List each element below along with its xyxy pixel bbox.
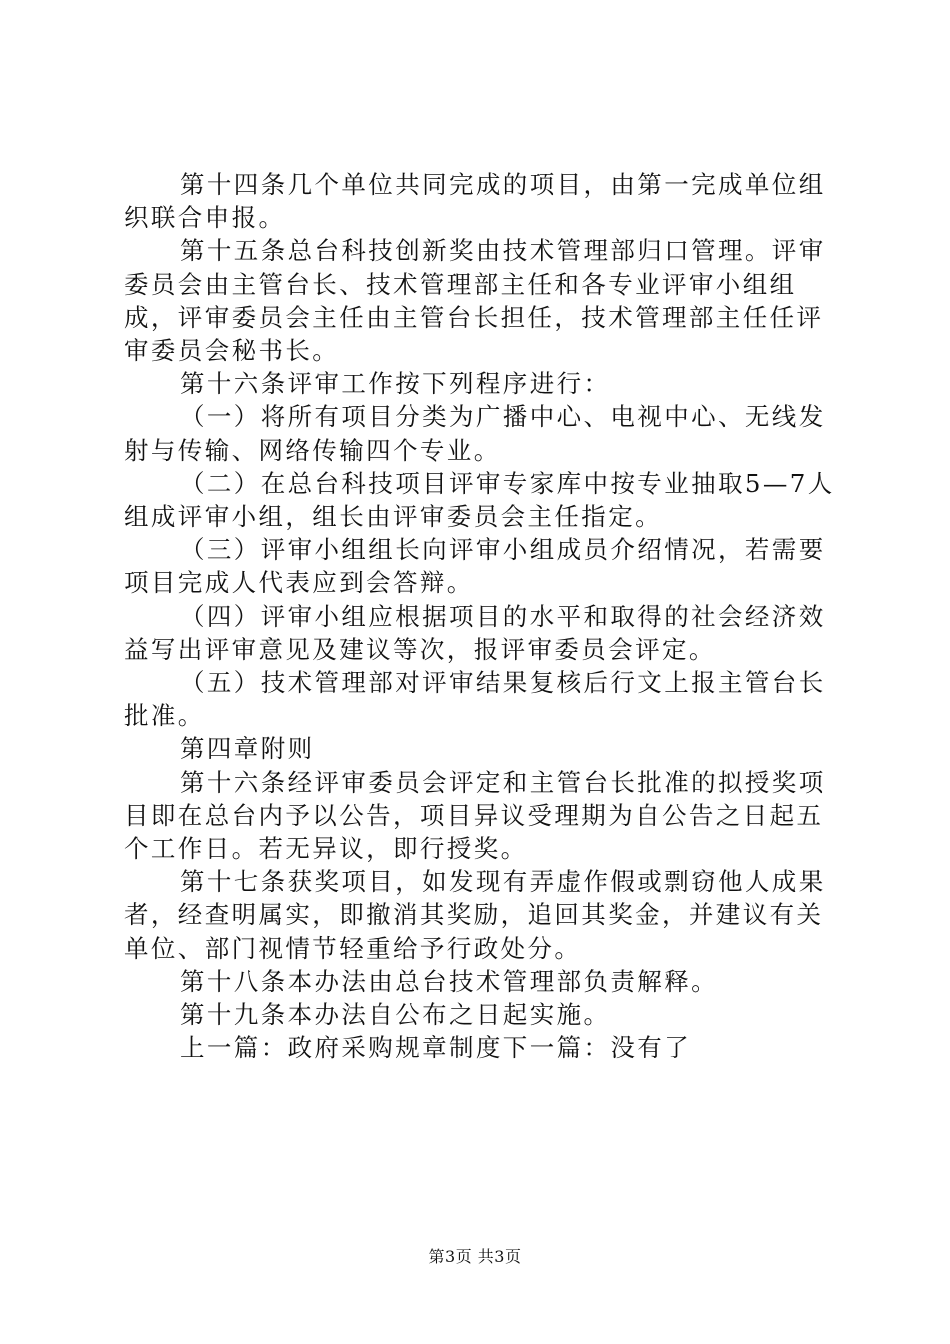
document-body: [124, 168, 836, 1064]
paragraph-article-17: 第十七条获奖项目，如发现有弄虚作假或剽窃他人成果者，经查明属实，即撤消其奖励，追回其奖金，并建议有关单位、部门视情节轻重给予行政处分。: [124, 867, 826, 963]
paragraph-article-16-procedure: 第十六条评审工作按下列程序进行：: [180, 369, 611, 399]
paragraph-article-18: 第十八条本办法由总台技术管理部负责解释。: [180, 966, 718, 996]
paragraph-item-1: （一）将所有项目分类为广播中心、电视中心、无线发射与传输、网络传输四个专业。: [124, 402, 826, 465]
page-number-footer: 第3页 共3页: [428, 1247, 522, 1266]
chapter-heading: 第四章附则: [180, 734, 315, 764]
prev-next-navigation: 上一篇：政府采购规章制度下一篇：没有了: [180, 1033, 692, 1063]
paragraph-item-5: （五）技术管理部对评审结果复核后行文上报主管台长批准。: [124, 668, 826, 731]
paragraph-article-19: 第十九条本办法自公布之日起实施。: [180, 1000, 611, 1030]
paragraph-article-14: 第十四条几个单位共同完成的项目，由第一完成单位组织联合申报。: [124, 170, 826, 233]
paragraph-article-16-announcement: 第十六条经评审委员会评定和主管台长批准的拟授奖项目即在总台内予以公告，项目异议受理期为自公告之日起五个工作日。若无异议，即行授奖。: [124, 767, 826, 864]
paragraph-item-4: （四）评审小组应根据项目的水平和取得的社会经济效益写出评审意见及建议等次，报评审委员会评定。: [124, 601, 826, 664]
paragraph-article-15: 第十五条总台科技创新奖由技术管理部归口管理。评审委员会由主管台长、技术管理部主任和各专业评审小组组成，评审委员会主任由主管台长担任，技术管理部主任任评审委员会秘书长。: [124, 236, 826, 366]
paragraph-item-3: （三）评审小组组长向评审小组成员介绍情况，若需要项目完成人代表应到会答辩。: [124, 535, 826, 598]
paragraph-item-2: （二）在总台科技项目评审专家库中按专业抽取5—7人组成评审小组，组长由评审委员会主任指定。: [124, 468, 835, 532]
